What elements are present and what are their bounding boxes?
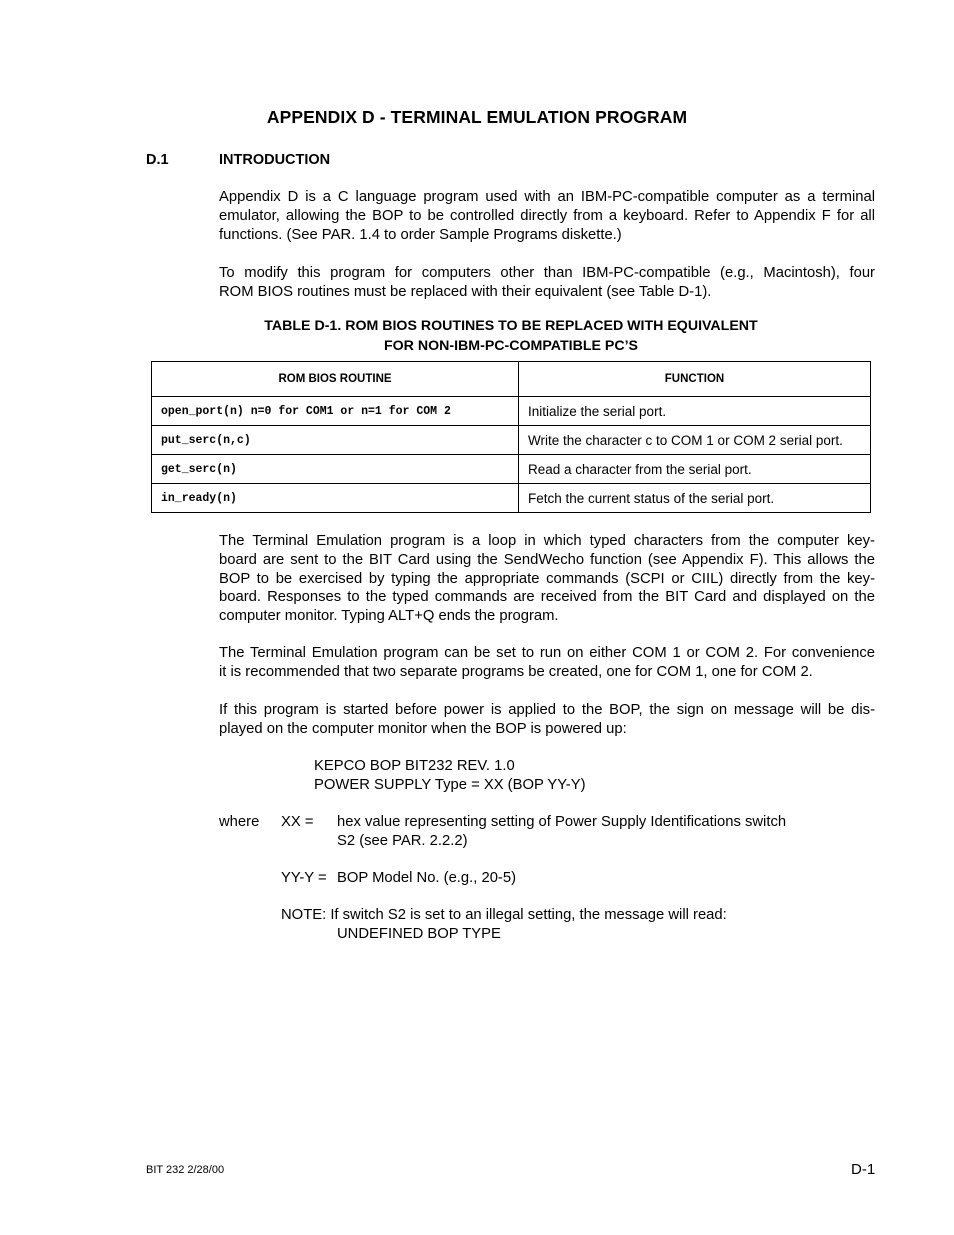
text-line: To modify this program for computers other than IBM-PC-compatible (e.g., Macintosh), four — [219, 265, 875, 281]
text-line: board are sent to the BIT Card using the SendWecho function (see Appendix F). This allows the — [219, 551, 875, 568]
table-caption-line: TABLE D-1. ROM BIOS ROUTINES TO BE REPLACED WITH EQUIVALENT — [264, 318, 758, 334]
routine-cell: get_serc(n) — [152, 455, 519, 484]
text-line: computer monitor. Typing ALT+Q ends the program. — [219, 608, 559, 625]
column-header-function: FUNCTION — [519, 362, 871, 397]
table-caption — [151, 317, 871, 356]
column-header-routine: ROM BIOS ROUTINE — [152, 362, 519, 397]
intro-paragraph-2 — [219, 264, 875, 302]
rom-bios-table — [151, 361, 871, 513]
body-paragraph-2 — [219, 644, 875, 682]
body-paragraph-3 — [219, 701, 875, 739]
page-title: APPENDIX D - TERMINAL EMULATION PROGRAM — [266, 107, 688, 127]
table-header-row — [152, 362, 871, 397]
table-row — [152, 397, 871, 426]
text-line: played on the computer monitor when the BOP is powered up: — [219, 720, 627, 737]
table-row — [152, 426, 871, 455]
yy-term: YY-Y = — [281, 870, 327, 886]
page-number: D-1 — [851, 1161, 876, 1178]
section-number: D.1 — [146, 152, 169, 168]
function-cell: Read a character from the serial port. — [519, 455, 871, 484]
table-row — [152, 484, 871, 513]
footer-doc-id: BIT 232 2/28/00 — [146, 1164, 225, 1176]
body-paragraph-1 — [219, 532, 875, 626]
yy-definition: BOP Model No. (e.g., 20-5) — [337, 870, 517, 886]
text-line: ROM BIOS routines must be replaced with their equivalent (see Table D-1). — [219, 283, 712, 300]
text-line: BOP to be exercised by typing the appropriate commands (SCPI or CIIL) directly from the key- — [219, 570, 875, 587]
function-cell: Fetch the current status of the serial port. — [519, 484, 871, 513]
definition-line: hex value representing setting of Power Supply Identifications switch — [337, 814, 787, 830]
xx-term: XX = — [281, 814, 314, 830]
intro-paragraph-1 — [219, 188, 875, 244]
table-caption-line: FOR NON-IBM-PC-COMPATIBLE PC’S — [383, 337, 639, 354]
text-line: emulator, allowing the BOP to be controlled directly from a keyboard. Refer to Appendix F for all — [219, 207, 875, 224]
text-line: Appendix D is a C language program used with an IBM-PC-compatible computer as a terminal — [219, 189, 875, 205]
note-message: UNDEFINED BOP TYPE — [337, 926, 501, 942]
function-cell: Initialize the serial port. — [519, 397, 871, 426]
routine-cell: put_serc(n,c) — [152, 426, 519, 455]
routine-cell: in_ready(n) — [152, 484, 519, 513]
where-label: where — [219, 814, 260, 830]
table-row — [152, 455, 871, 484]
xx-definition — [337, 813, 786, 851]
message-line: POWER SUPPLY Type = XX (BOP YY-Y) — [314, 776, 586, 793]
text-line: board. Responses to the typed commands are received from the BIT Card and displayed on the — [219, 589, 875, 606]
note-line: NOTE: If switch S2 is set to an illegal setting, the message will read: — [281, 907, 727, 923]
text-line: The Terminal Emulation program can be set to run on either COM 1 or COM 2. For convenience — [219, 645, 875, 661]
definition-line: S2 (see PAR. 2.2.2) — [337, 832, 468, 849]
sign-on-message — [314, 757, 586, 795]
text-line: it is recommended that two separate programs be created, one for COM 1, one for COM 2. — [219, 663, 813, 680]
text-line: The Terminal Emulation program is a loop in which typed characters from the computer key- — [219, 533, 875, 549]
routine-cell: open_port(n) n=0 for COM1 or n=1 for COM 2 — [152, 397, 519, 426]
function-cell: Write the character c to COM 1 or COM 2 serial port. — [519, 426, 871, 455]
text-line: functions. (See PAR. 1.4 to order Sample Programs diskette.) — [219, 226, 622, 243]
message-line: KEPCO BOP BIT232 REV. 1.0 — [314, 758, 515, 774]
section-title: INTRODUCTION — [219, 152, 331, 168]
text-line: If this program is started before power is applied to the BOP, the sign on message will be dis- — [219, 702, 875, 718]
